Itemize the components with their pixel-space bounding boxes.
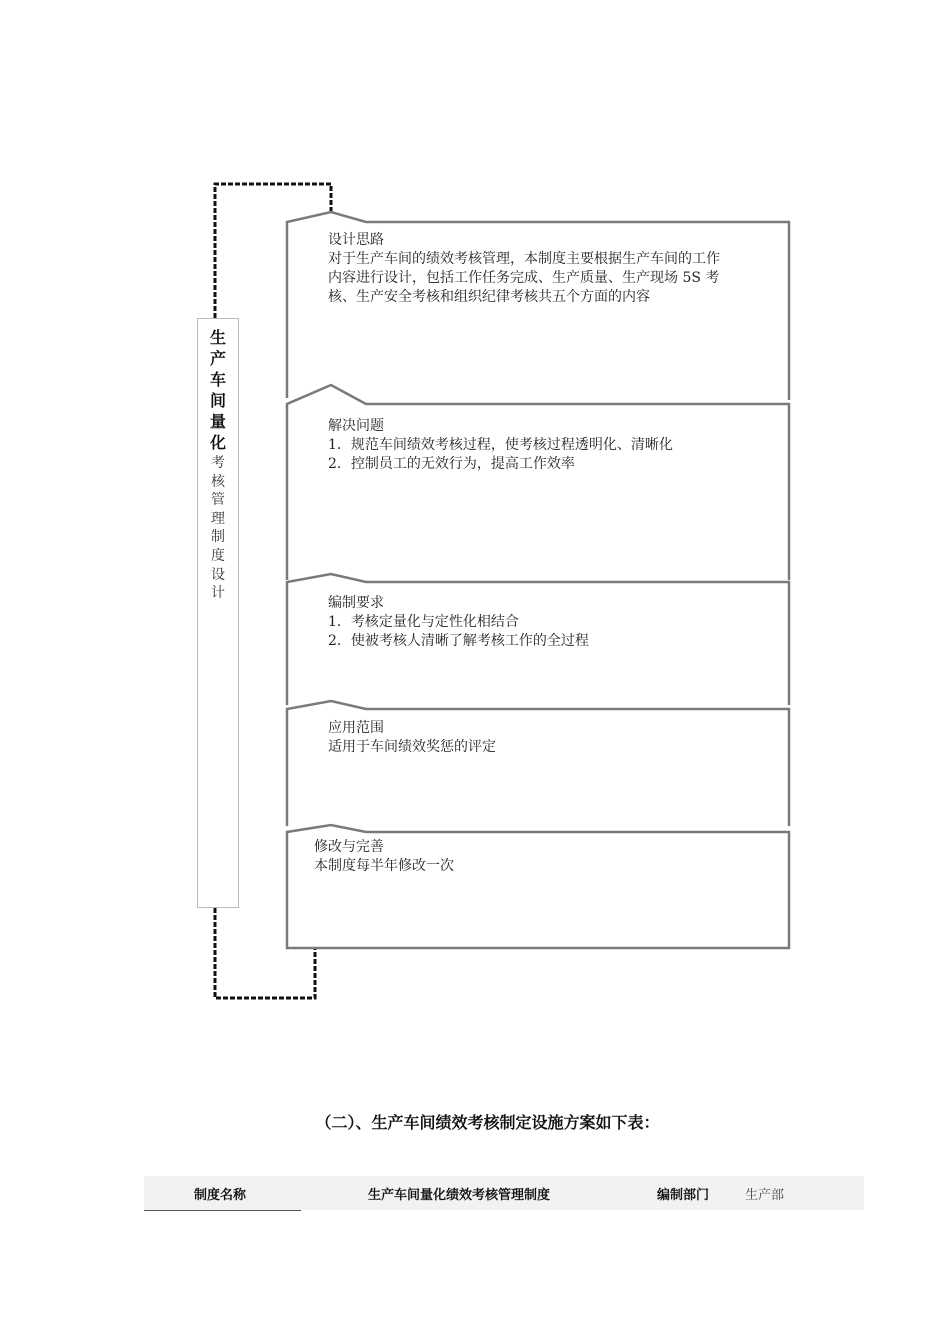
table-value-name: 生产车间量化绩效考核管理制度 (368, 1188, 551, 1203)
section-requirements (328, 594, 589, 651)
vertical-title-char: 间 (209, 391, 226, 410)
vertical-title-main (198, 327, 238, 453)
table-value-dept: 生产部 (745, 1188, 785, 1203)
vertical-title-box (197, 318, 239, 908)
section-line: 2．控制员工的无效行为，提高工作效率 (328, 456, 575, 472)
section-line: 1．规范车间绩效考核过程，使考核过程透明化、清晰化 (328, 437, 673, 453)
section-heading: 应用范围 (328, 720, 384, 736)
section-scope (328, 719, 496, 757)
vertical-title-char: 理 (211, 510, 225, 527)
vertical-title-char: 生 (209, 328, 226, 347)
section-heading: 修改与完善 (314, 839, 384, 855)
table-label-name: 制度名称 (194, 1188, 247, 1203)
vertical-title-char: 产 (209, 349, 226, 368)
table-label-dept: 编制部门 (657, 1188, 710, 1203)
section-design-idea (328, 231, 720, 307)
dashed-connector-top (215, 184, 331, 318)
section-line: 适用于车间绩效奖惩的评定 (328, 739, 496, 755)
vertical-title-char: 度 (211, 547, 225, 564)
section-heading: 设计思路 (328, 232, 384, 248)
section-heading: 编制要求 (328, 595, 384, 611)
section-line: 对于生产车间的绩效考核管理，本制度主要根据生产车间的工作 (328, 251, 720, 267)
vertical-title-char: 车 (209, 370, 226, 389)
vertical-title-char: 考 (211, 455, 225, 471)
vertical-title-char: 计 (211, 585, 225, 602)
vertical-title-char: 化 (209, 433, 226, 452)
box-solve-problem (287, 385, 789, 580)
section-line: 本制度每半年修改一次 (314, 858, 454, 874)
vertical-title-char: 核 (211, 473, 225, 490)
vertical-title-char: 量 (209, 412, 226, 431)
section-line: 内容进行设计，包括工作任务完成、生产质量、生产现场 5S 考 (328, 270, 720, 286)
section-heading: 解决问题 (328, 418, 384, 434)
vertical-title-char: 制 (211, 529, 225, 546)
section-title: （二）、生产车间绩效考核制定设施方案如下表： (315, 1113, 660, 1132)
vertical-title-sub (198, 454, 238, 603)
section-line: 2．使被考核人清晰了解考核工作的全过程 (328, 633, 589, 649)
table-header-row (144, 1176, 864, 1210)
dashed-connector-bottom (215, 908, 315, 998)
section-solve-problem (328, 417, 673, 474)
section-line: 1．考核定量化与定性化相结合 (328, 614, 519, 630)
section-line: 核、生产安全考核和组织纪律考核共五个方面的内容 (328, 289, 650, 305)
section-revision (314, 838, 454, 876)
vertical-title-char: 设 (211, 566, 225, 583)
table-divider (144, 1210, 301, 1211)
vertical-title-char: 管 (211, 492, 225, 509)
